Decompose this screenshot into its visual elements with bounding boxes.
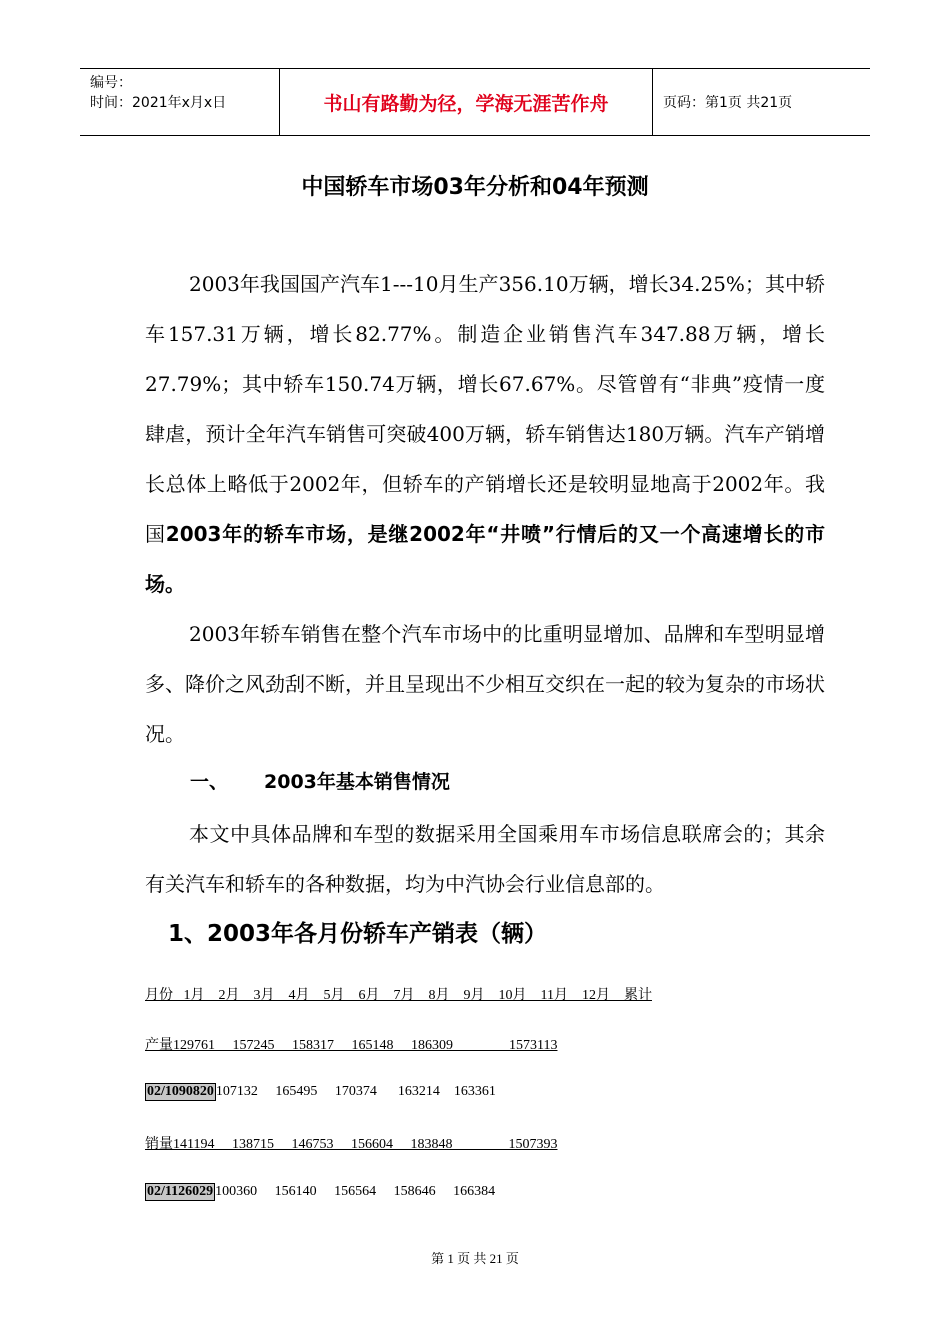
document-title: 中国轿车市场03年分析和04年预测 [301, 175, 649, 200]
time-label: 时间：2021年x月x日 [90, 95, 227, 111]
header-page-info: 页码：第1页 共21页 [663, 95, 793, 111]
prev-year-label: 02/1090820 [147, 1084, 214, 1099]
number-label: 编号： [90, 75, 132, 91]
paragraph-1-bold: 2003年的轿车市场，是继2002年“井喷”行情后的又一个高速增长的市场。 [145, 522, 826, 596]
paragraph-2 [145, 609, 825, 759]
page-footer: 第 1 页 共 21 页 [431, 1251, 519, 1266]
paragraph-3 [145, 809, 825, 909]
table-row-sales: 销量141194 138715 146753 156604 183848 1507393 [145, 1137, 558, 1152]
prev-year-values: 107132 165495 170374 163214 163361 [215, 1084, 496, 1099]
paragraph-2-text: 2003年轿车销售在整个汽车市场中的比重明显增加、品牌和车型明显增多、降价之风劲刮不断，并且呈现出不少相互交织在一起的较为复杂的市场状况。 [145, 622, 825, 746]
prev-year-values: 100360 156140 156564 158646 166384 [215, 1184, 552, 1199]
prev-year-label: 02/1126029 [147, 1184, 214, 1199]
paragraph-1 [145, 259, 825, 609]
table-header-row: 月份 1月 2月 3月 4月 5月 6月 7月 8月 9月 10月 11月 12月 累计 [145, 988, 652, 1003]
subsection-heading: 1、2003年各月份轿车产销表（辆） [168, 921, 548, 947]
paragraph-3-text: 本文中具体品牌和车型的数据采用全国乘用车市场信息联席会的；其余有关汽车和轿车的各种数据，均为中汽协会行业信息部的。 [145, 822, 825, 896]
table-row-production: 产量129761 157245 158317 165148 186309 1573113 [145, 1038, 558, 1053]
section-number: 一、 [190, 771, 229, 793]
header-table [80, 68, 870, 136]
paragraph-1-text: 2003年我国国产汽车1---10月生产356.10万辆，增长34.25%；其中轿车157.31万辆，增长82.77%。制造企业销售汽车347.88万辆，增长27.79%；其中轿车150.74万辆，增长67.67%。尽管曾有“非典”疫情一度肆虐，预计全年汽车销售可突破400万辆，轿车销售达180万辆。汽车产销增长总体上略低于2002年，但轿车的产销增长还是较明显地高于2002年。我国 [145, 272, 825, 546]
table-row-sales-prev [145, 1183, 551, 1201]
table-row-production-prev [145, 1083, 496, 1101]
header-motto: 书山有路勤为径，学海无涯苦作舟 [280, 69, 653, 135]
section-heading [190, 767, 450, 794]
section-title: 2003年基本销售情况 [264, 771, 450, 793]
header-meta [80, 69, 280, 135]
